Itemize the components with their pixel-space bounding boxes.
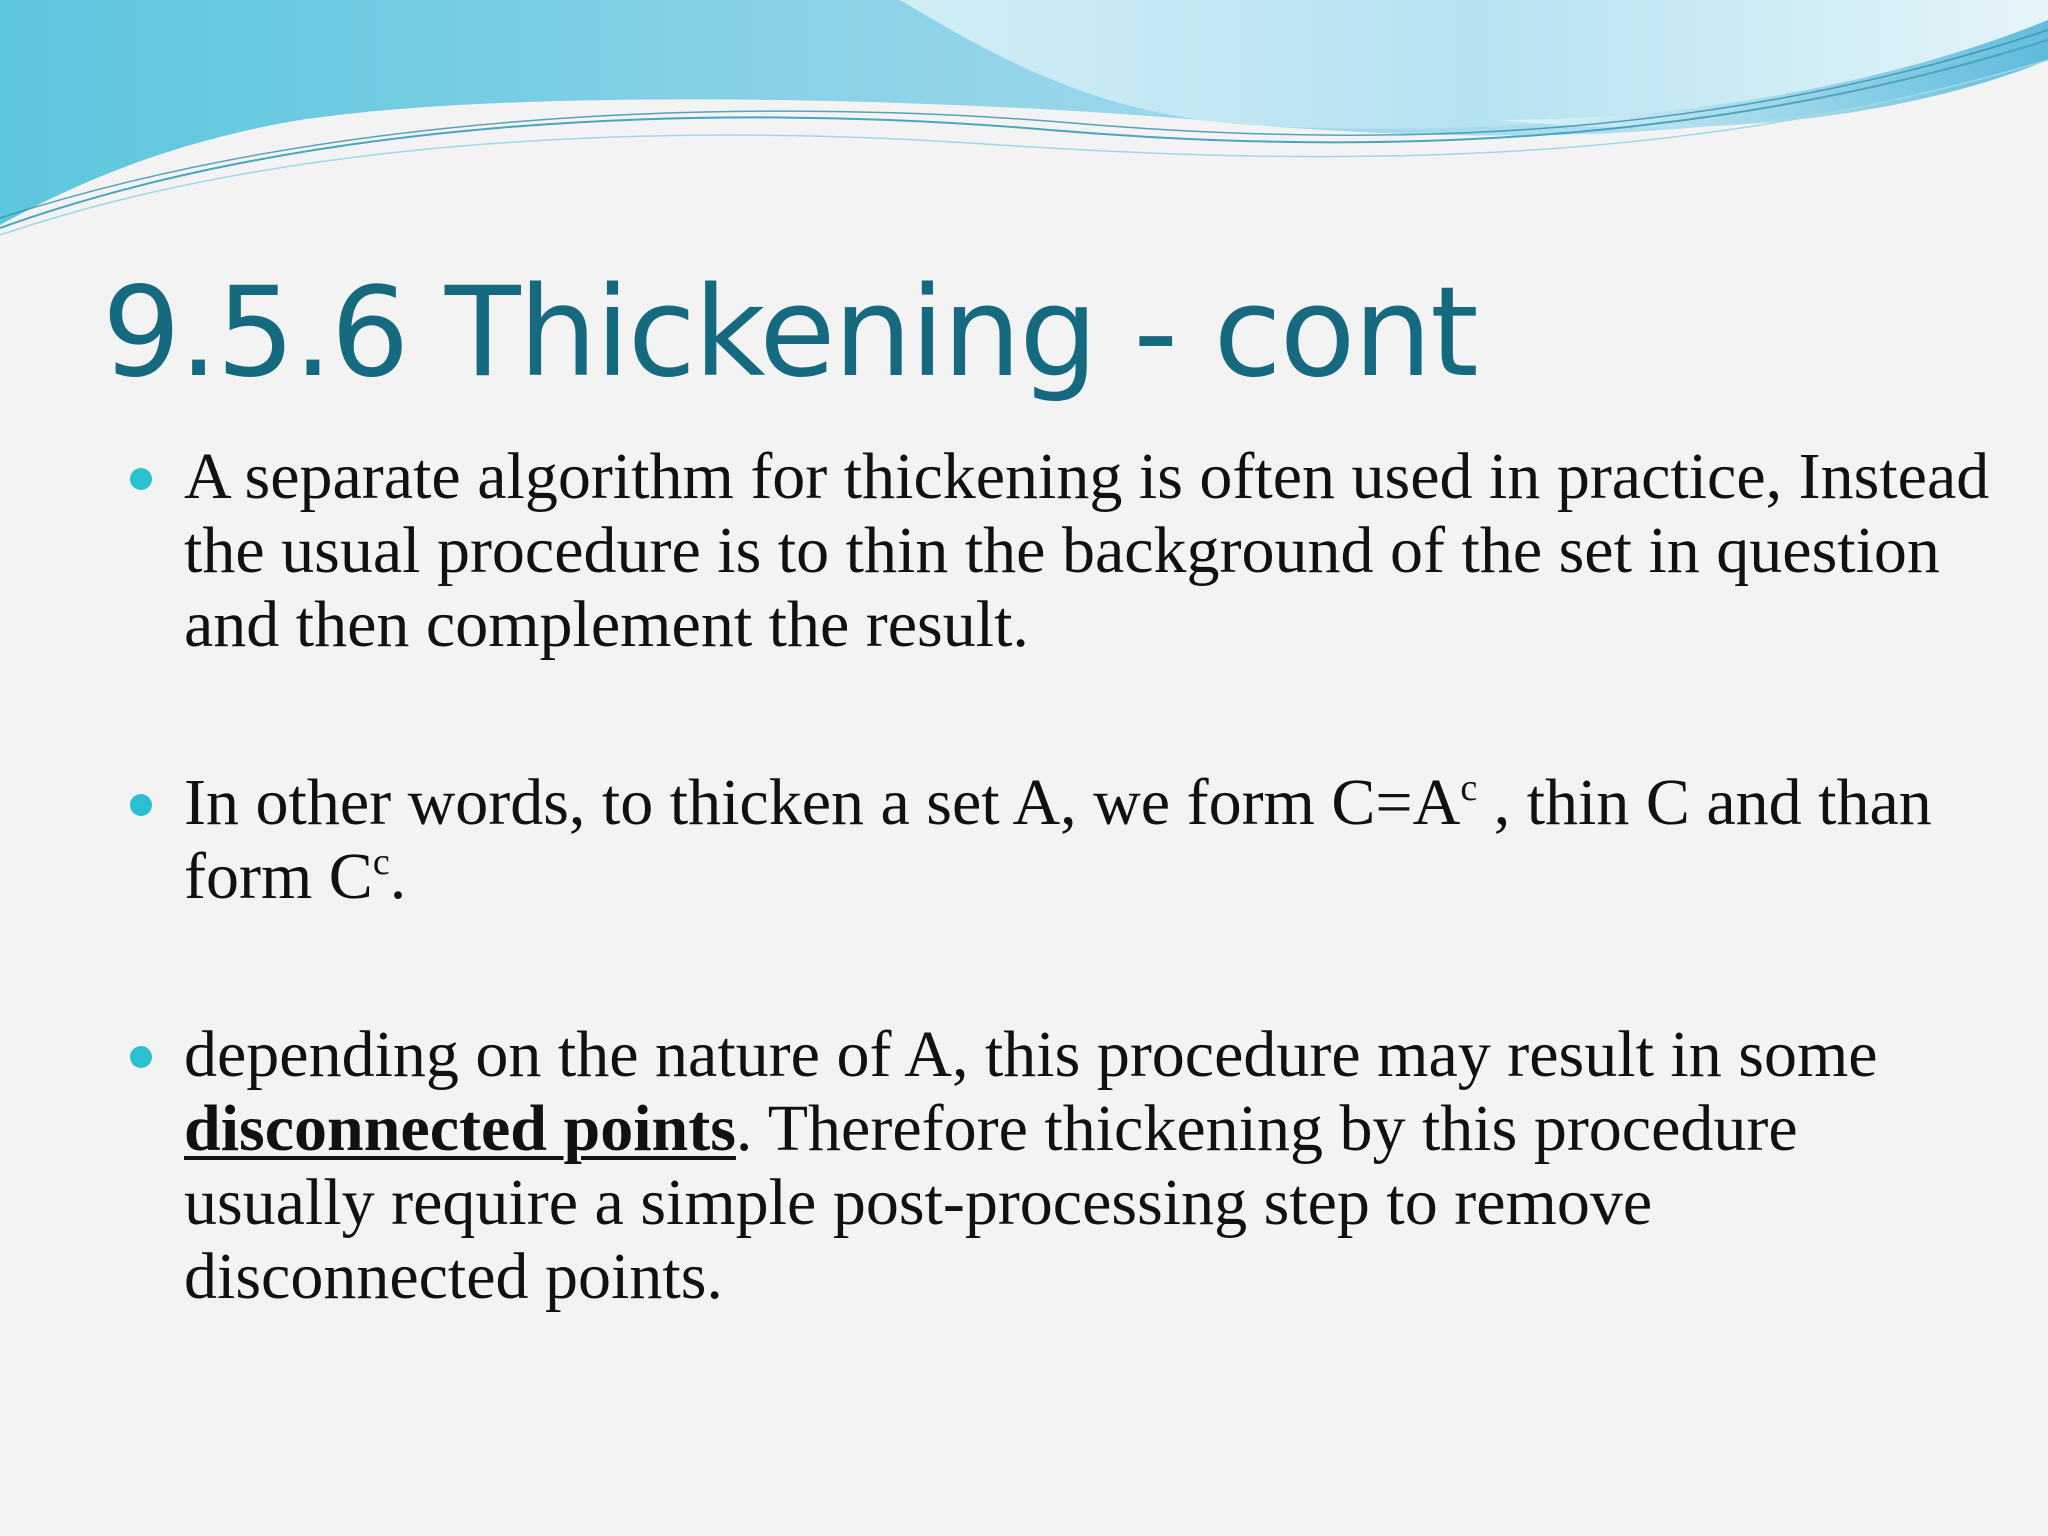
bullet-text: A separate algorithm for thickening is often used in practice, Instead the usual procedure is to thin the background of the set in question and then complement the result. (184, 440, 1990, 661)
bullet-text-part: . Therefore thickening by this procedure usually require a simple post-processing step to remove disconnected points. (184, 1092, 1798, 1313)
bullet-text-part: , thin C and than form C (184, 766, 1932, 913)
bullet-text-part: . (389, 840, 407, 913)
header-wave-decoration (0, 0, 2048, 240)
bullet-item-1 (130, 440, 1990, 662)
superscript-c: c (372, 841, 390, 883)
slide-title: 9.5.6 Thickening - cont (102, 261, 1477, 405)
emphasized-term: disconnected points (184, 1092, 736, 1165)
bullet-text-part: depending on the nature of A, this procedure may result in some (184, 1018, 1878, 1091)
bullet-dot-icon (130, 794, 152, 816)
bullet-item-2 (130, 766, 1990, 914)
bullet-text-part: In other words, to thicken a set A, we form C=A (184, 766, 1461, 839)
bullet-item-3 (130, 1018, 1990, 1314)
superscript-c: c (1460, 767, 1478, 809)
bullet-list (130, 440, 1990, 1314)
bullet-dot-icon (130, 468, 152, 490)
bullet-dot-icon (130, 1046, 152, 1068)
